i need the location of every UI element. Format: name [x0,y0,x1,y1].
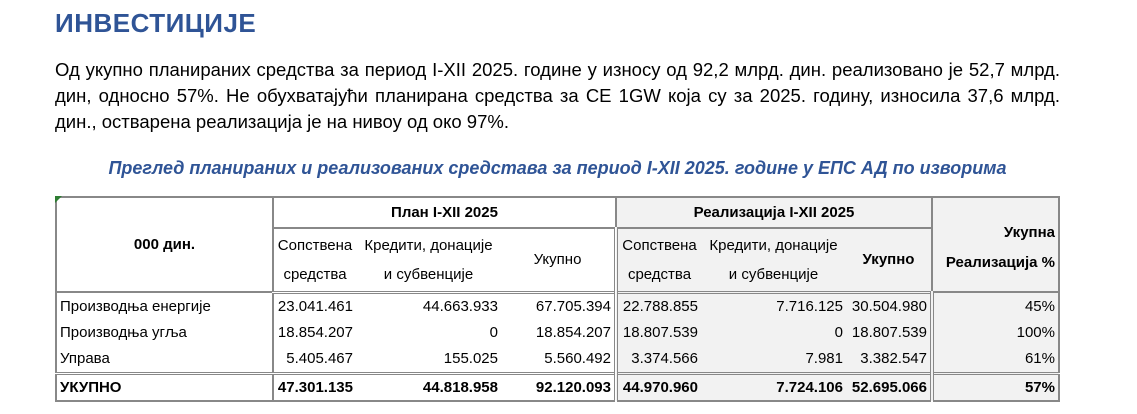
row-label: Производња енергије [56,292,273,319]
cell: 3.374.566 [616,346,701,373]
cell: 0 [489,324,498,341]
summary-paragraph: Од укупно планираних средства за период I-XII 2025. године у износу од 92,2 млрд. дин. реализовано је 52,7 млрд. дин, односно 57%. Не обухватајући планирана средства за СЕ 1GW која су за 2025. годину, износила 37,6 млрд. дин., остварена реализација је на нивоу од око 97%. [55,59,1060,132]
real-credits-header: Кредити, донације и субвенције [701,228,846,292]
cell: 7.981 [701,346,846,373]
cell: 18.854.207 [273,319,356,346]
cell-comment-marker [55,196,62,203]
cell: 44.818.958 [356,373,501,401]
table-caption: Преглед планираних и реализованих средстава за период I-XII 2025. године у ЕПС АД по изворима [108,158,1007,178]
cell: 47.301.135 [273,373,356,401]
row-label: Производња угља [56,319,273,346]
cell: 7.724.106 [701,373,846,401]
cell: 0 [701,319,846,346]
unit-header: 000 дин. [56,197,273,292]
cell: 61% [932,346,1059,373]
table-row [56,292,1059,319]
real-own-funds-header: Сопствена средства [616,228,701,292]
plan-credits-header: Кредити, донације и субвенције [356,228,501,292]
cell: 92.120.093 [501,373,616,401]
cell: 23.041.461 [273,292,356,319]
cell: 7.716.125 [701,292,846,319]
pct-header-line2: Реализација % [945,253,1055,271]
plan-own-funds-header: Сопствена средства [273,228,356,292]
cell: 30.504.980 [846,292,932,319]
cell: 22.788.855 [616,292,701,319]
cell: 155.025 [443,350,498,368]
cell: 18.807.539 [846,319,932,346]
cell: 5.405.467 [273,346,356,373]
cell: 44.663.933 [422,297,498,315]
plan-total-header: Укупно [501,228,616,292]
cell: 44.970.960 [616,373,701,401]
cell: 5.560.492 [544,350,611,368]
total-row [56,373,1059,401]
cell: 57% [932,373,1059,401]
cell: 3.382.547 [846,346,932,373]
cell: 45% [932,292,1059,319]
cell: 67.705.394 [535,297,611,315]
realization-header: Реализација I-XII 2025 [616,197,932,228]
section-title: ИНВЕСТИЦИЈЕ [55,8,257,38]
cell: 52.695.066 [846,373,932,401]
cell: 18.854.207 [535,324,611,341]
total-label: УКУПНО [56,373,273,401]
row-label: Управа [56,346,273,373]
real-total-header: Укупно [846,228,932,292]
table-row [56,319,1059,346]
table-row [56,346,1059,373]
pct-header-line1: Укупна [1003,223,1055,241]
total-realization-pct-header [932,197,1059,292]
investment-table [55,196,1060,402]
cell: 18.807.539 [616,319,701,346]
plan-header: План I-XII 2025 [273,197,616,228]
cell: 100% [932,319,1059,346]
